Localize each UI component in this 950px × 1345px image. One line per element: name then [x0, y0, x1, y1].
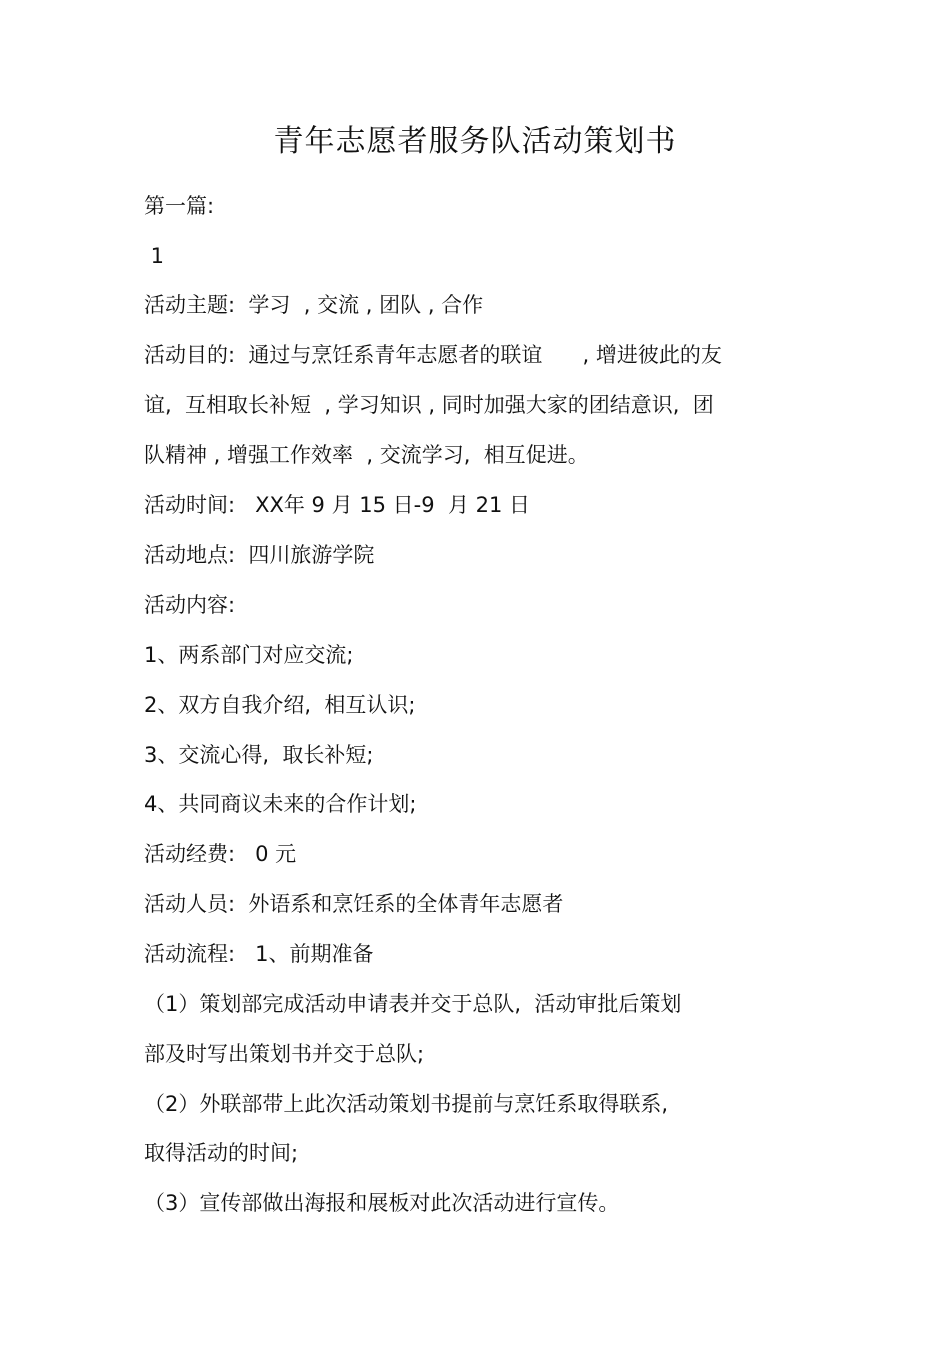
activity-budget: 活动经费: 0 元 [144, 842, 297, 866]
process-step-3: （3）宣传部做出海报和展板对此次活动进行宣传。 [144, 1191, 620, 1215]
activity-purpose-line-1: 活动目的: 通过与烹饪系青年志愿者的联谊 , 增进彼此的友 [144, 343, 722, 367]
activity-location: 活动地点: 四川旅游学院 [144, 543, 375, 567]
content-item-4: 4、共同商议未来的合作计划; [144, 792, 417, 816]
activity-process-heading: 活动流程: 1、前期准备 [144, 942, 374, 966]
activity-purpose-line-3: 队精神 , 增强工作效率 , 交流学习, 相互促进。 [144, 443, 589, 467]
process-step-1-line-2: 部及时写出策划书并交于总队; [144, 1042, 425, 1066]
process-step-2-line-2: 取得活动的时间; [144, 1141, 299, 1165]
activity-time: 活动时间: XX年 9 月 15 日-9 月 21 日 [144, 493, 531, 517]
content-item-2: 2、双方自我介绍, 相互认识; [144, 693, 416, 717]
activity-theme: 活动主题: 学习 , 交流 , 团队 , 合作 [144, 293, 484, 317]
section-number: 1 [144, 244, 165, 268]
activity-purpose-line-2: 谊, 互相取长补短 , 学习知识 , 同时加强大家的团结意识, 团 [144, 393, 714, 417]
activity-content-heading: 活动内容: [144, 593, 236, 617]
process-step-2-line-1: （2）外联部带上此次活动策划书提前与烹饪系取得联系, [144, 1092, 669, 1116]
section-heading: 第一篇: [144, 194, 215, 218]
process-step-1-line-1: （1）策划部完成活动申请表并交于总队, 活动审批后策划 [144, 992, 682, 1016]
content-item-1: 1、两系部门对应交流; [144, 643, 354, 667]
document-title: 青年志愿者服务队活动策划书 [273, 124, 677, 159]
activity-participants: 活动人员: 外语系和烹饪系的全体青年志愿者 [144, 892, 564, 916]
content-item-3: 3、交流心得, 取长补短; [144, 743, 374, 767]
